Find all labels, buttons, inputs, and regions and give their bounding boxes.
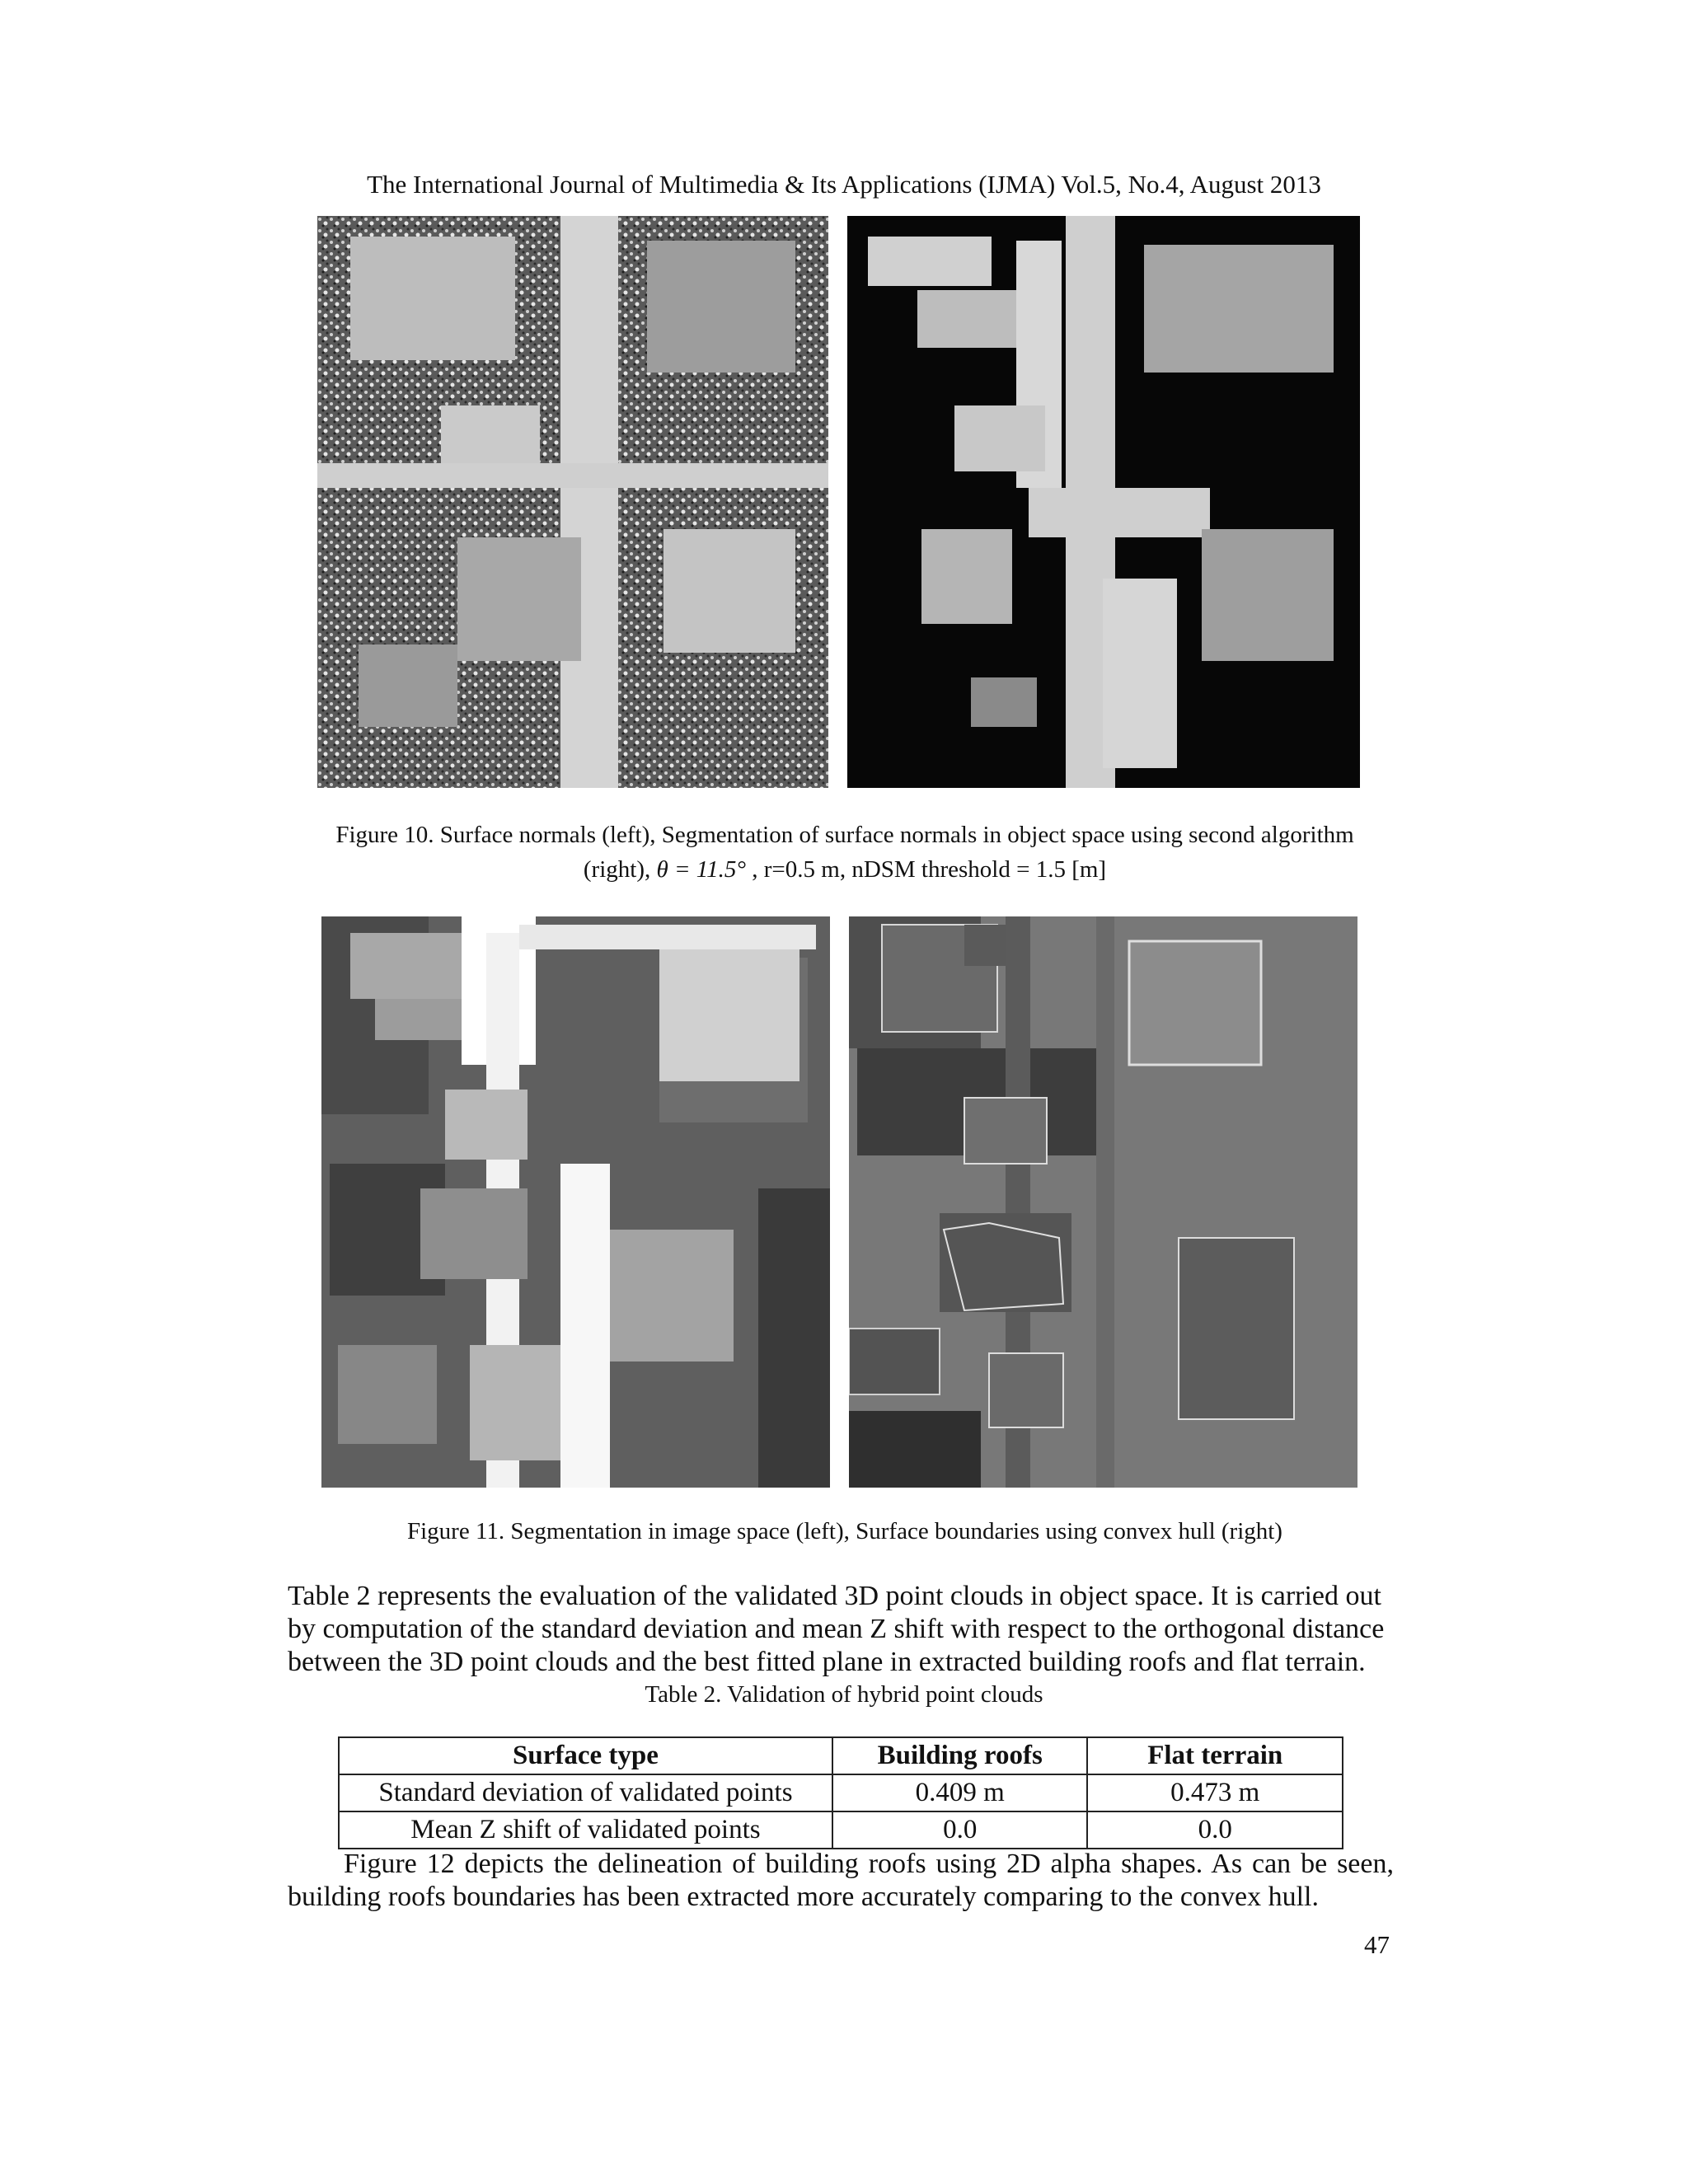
figure11-right-convex-hull: [849, 916, 1357, 1488]
table-cell: Mean Z shift of validated points: [339, 1811, 832, 1849]
figure11-left-image-segmentation: [321, 916, 830, 1488]
figure10-left-surface-normals: [317, 216, 828, 788]
figure10-caption-line1: Figure 10. Surface normals (left), Segmentation of surface normals in object space using second algorithm: [335, 822, 1354, 848]
table-header-cell: Flat terrain: [1087, 1737, 1343, 1774]
table-header-row: [339, 1737, 1343, 1774]
table-cell: 0.409 m: [832, 1774, 1088, 1811]
figure10-caption-theta: θ = 11.5°: [656, 856, 746, 883]
paragraph1-line2: by computation of the standard deviation and mean Z shift with respect to the orthogonal distance: [288, 1614, 1385, 1644]
figure11-caption: Figure 11. Segmentation in image space (left), Surface boundaries using convex hull (right): [407, 1518, 1282, 1544]
table-cell: 0.473 m: [1087, 1774, 1343, 1811]
figure10-caption-line2b: , r=0.5 m, nDSM threshold = 1.5 [m]: [746, 856, 1107, 883]
paragraph1-line1: Table 2 represents the evaluation of the validated 3D point clouds in object space. It is carried out: [288, 1581, 1381, 1611]
table-cell: Standard deviation of validated points: [339, 1774, 832, 1811]
body-paragraph-2: [288, 1848, 1394, 1914]
table-row: [339, 1811, 1343, 1849]
paragraph2-line1: Figure 12 depicts the delineation of building roofs using 2D alpha shapes. As can be seen,: [344, 1849, 1394, 1879]
figure10-caption: [272, 818, 1418, 887]
table2-validation: [338, 1736, 1343, 1849]
table2-caption: Table 2. Validation of hybrid point clouds: [645, 1681, 1043, 1708]
table-row: [339, 1774, 1343, 1811]
running-header: The International Journal of Multimedia & Its Applications (IJMA) Vol.5, No.4, August 2013: [367, 170, 1321, 199]
body-paragraph-1: [288, 1580, 1394, 1679]
paragraph2-line2: building roofs boundaries has been extracted more accurately comparing to the convex hull.: [288, 1882, 1319, 1912]
figure10-right-segmentation: [847, 216, 1360, 788]
table-cell: 0.0: [1087, 1811, 1343, 1849]
paragraph1-line3: between the 3D point clouds and the best fitted plane in extracted building roofs and flat terrain.: [288, 1647, 1366, 1677]
table-header-cell: Surface type: [339, 1737, 832, 1774]
figure10-caption-line2a: (right),: [583, 856, 657, 883]
table-cell: 0.0: [832, 1811, 1088, 1849]
table-header-cell: Building roofs: [832, 1737, 1088, 1774]
page-number: 47: [1364, 1930, 1390, 1959]
